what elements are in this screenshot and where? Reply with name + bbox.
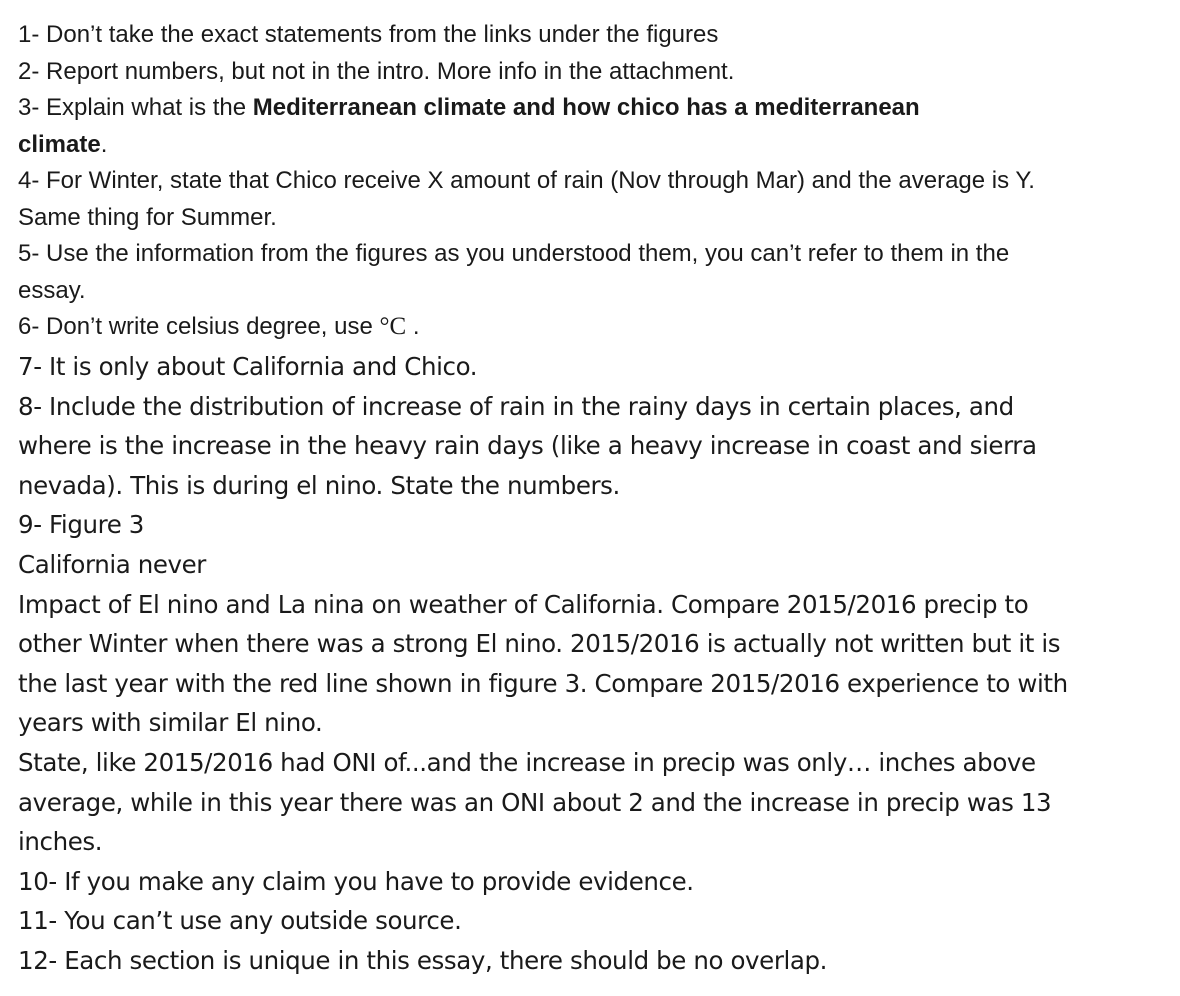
- instruction-10: 10- If you make any claim you have to provide evidence.: [18, 866, 694, 896]
- instruction-9: 9- Figure 3: [18, 510, 144, 540]
- instruction-1: 1- Don’t take the exact statements from the links under the figures: [18, 21, 719, 48]
- instruction-5-line-2: essay.: [18, 276, 86, 304]
- instruction-9-paragraph-2-line-2: average, while in this year there was an ONI about 2 and the increase in precip was 13: [18, 787, 1052, 817]
- instruction-9-paragraph-1-line-3: the last year with the red line shown in figure 3. Compare 2015/2016 experience to with: [18, 668, 1068, 698]
- instruction-3-line-2: [18, 127, 1035, 164]
- instruction-9-paragraph-1-line-1: Impact of El nino and La nina on weather of California. Compare 2015/2016 precip to: [18, 589, 1029, 619]
- instruction-11: 11- You can’t use any outside source.: [18, 906, 462, 936]
- instruction-3-period: .: [100, 130, 108, 158]
- instruction-7: 7- It is only about California and Chico.: [18, 352, 478, 381]
- instruction-6-end: .: [406, 313, 420, 340]
- celsius-symbol: °C: [379, 313, 407, 340]
- instruction-8-line-1: 8- Include the distribution of increase of rain in the rainy days in certain places, and: [18, 391, 1014, 421]
- instruction-9-paragraph-1-line-4: years with similar El nino.: [18, 708, 323, 738]
- instruction-12: 12- Each section is unique in this essay, there should be no overlap.: [18, 945, 828, 975]
- instructions-bottom-block: [18, 347, 1068, 981]
- instruction-3-text: 3- Explain what is the: [18, 94, 253, 121]
- instruction-9-paragraph-1-line-2: other Winter when there was a strong El nino. 2015/2016 is actually not written but it is: [18, 629, 1061, 659]
- instruction-9-subline: California never: [18, 549, 206, 579]
- instruction-8-line-3: nevada). This is during el nino. State the numbers.: [18, 470, 620, 500]
- instruction-5-line-1: 5- Use the information from the figures as you understood them, you can’t refer to them in the: [18, 240, 1010, 267]
- instruction-6: [18, 309, 1035, 346]
- instruction-9-paragraph-2-line-1: State, like 2015/2016 had ONI of...and the increase in precip was only… inches above: [18, 747, 1036, 777]
- instruction-8-line-2: where is the increase in the heavy rain days (like a heavy increase in coast and sierra: [18, 431, 1037, 461]
- instruction-6-text: 6- Don’t write celsius degree, use: [18, 313, 380, 340]
- instruction-3-line-1: [18, 90, 1035, 127]
- instruction-3-emphasis-cont: climate: [18, 130, 101, 158]
- instruction-3-emphasis: Mediterranean climate and how chico has a mediterranean: [252, 94, 920, 121]
- instruction-4-line-1: 4- For Winter, state that Chico receive X amount of rain (Nov through Mar) and the average is Y.: [18, 167, 1035, 194]
- instruction-2: 2- Report numbers, but not in the intro. More info in the attachment.: [18, 57, 735, 85]
- instruction-4-line-2: Same thing for Summer.: [18, 203, 277, 231]
- instructions-top-block: [18, 17, 1035, 346]
- instruction-9-paragraph-2-line-3: inches.: [18, 827, 103, 857]
